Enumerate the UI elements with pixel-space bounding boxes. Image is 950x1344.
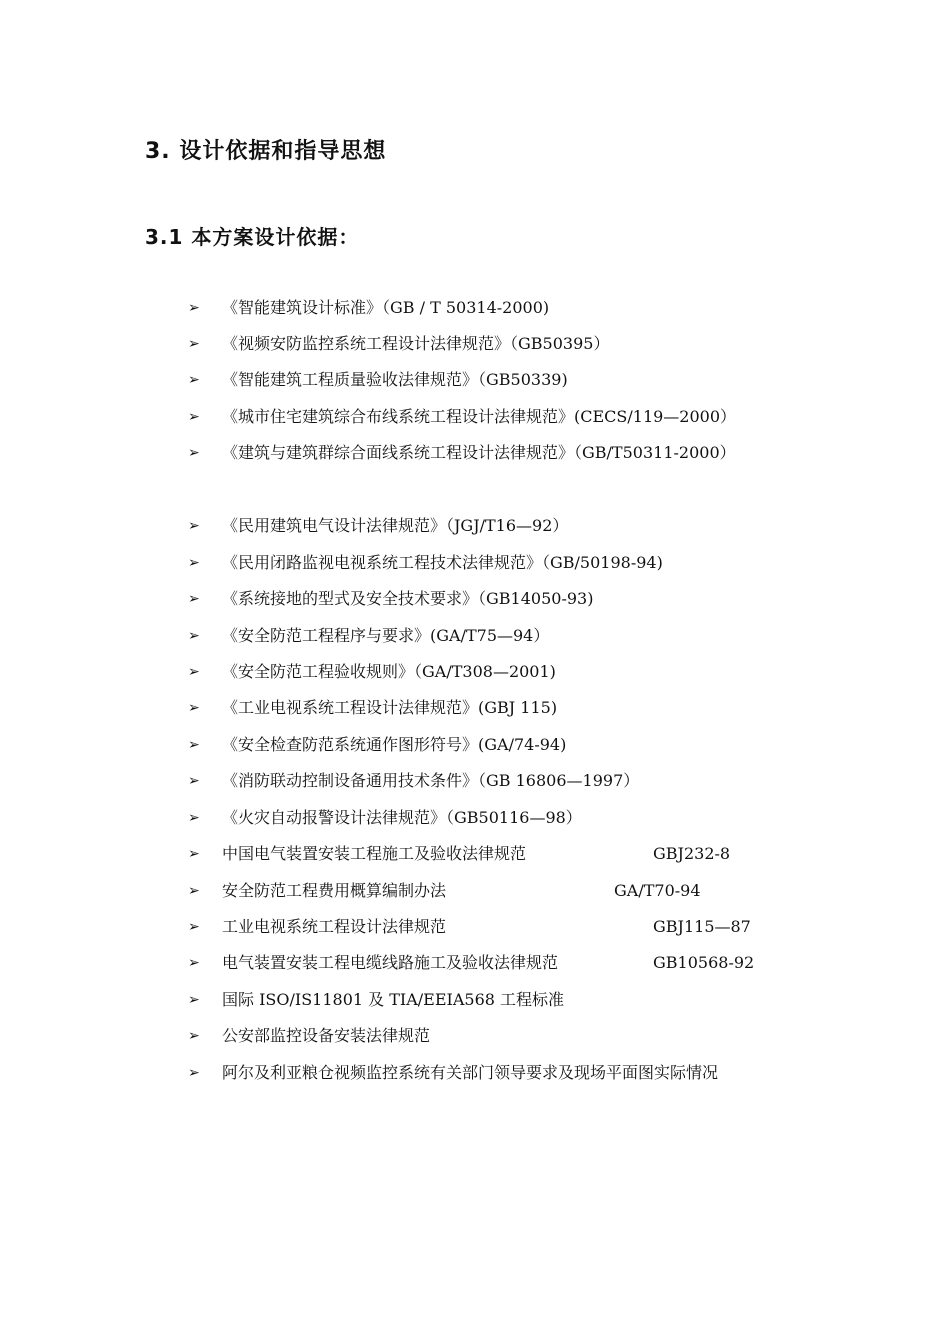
arrow-bullet-icon: ➢	[188, 773, 200, 789]
list-item-text: 《建筑与建筑群综合面线系统工程设计法律规范》（GB/T50311-2000）	[222, 443, 736, 462]
list-item-text: 国际 ISO/IS11801 及 TIA/EEIA568 工程标准	[222, 990, 565, 1009]
arrow-bullet-icon: ➢	[188, 737, 200, 753]
arrow-bullet-icon: ➢	[188, 591, 200, 607]
list-item	[188, 690, 813, 727]
list-item	[188, 618, 813, 655]
list-item	[188, 873, 813, 910]
arrow-bullet-icon: ➢	[188, 992, 200, 1008]
list-item	[188, 362, 813, 399]
arrow-bullet-icon: ➢	[188, 846, 200, 862]
list-item-text: 公安部监控设备安装法律规范	[222, 1026, 431, 1045]
subsection-title: 3.1 本方案设计依据：	[145, 225, 360, 249]
list-item-text: 《视频安防监控系统工程设计法律规范》（GB50395）	[222, 334, 610, 353]
arrow-bullet-icon: ➢	[188, 700, 200, 716]
arrow-bullet-icon: ➢	[188, 883, 200, 899]
standard-code: GB10568-92	[653, 953, 755, 972]
list-item	[188, 1055, 813, 1092]
standard-code: GBJ232-8	[653, 844, 731, 863]
list-item-text: 安全防范工程费用概算编制办法	[222, 881, 447, 900]
arrow-bullet-icon: ➢	[188, 336, 200, 352]
list-item-text: 《火灾自动报警设计法律规范》（GB50116—98）	[222, 808, 582, 827]
list-item	[188, 435, 813, 472]
list-item	[188, 1018, 813, 1055]
list-item	[188, 763, 813, 800]
list-item-text: 《系统接地的型式及安全技术要求》（GB14050-93)	[222, 589, 594, 608]
arrow-bullet-icon: ➢	[188, 409, 200, 425]
arrow-bullet-icon: ➢	[188, 300, 200, 316]
arrow-bullet-icon: ➢	[188, 955, 200, 971]
standard-code: GA/T70-94	[614, 881, 701, 900]
list-item	[188, 982, 813, 1019]
list-item	[188, 508, 813, 545]
list-item-text: 电气装置安装工程电缆线路施工及验收法律规范	[222, 953, 559, 972]
list-item-text: 《安全防范工程验收规则》（GA/T308—2001)	[222, 662, 556, 681]
list-item	[188, 945, 813, 982]
list-item-text: 《民用闭路监视电视系统工程技术法律规范》（GB/50198-94)	[222, 553, 663, 572]
arrow-bullet-icon: ➢	[188, 445, 200, 461]
list-item-text: 《城市住宅建筑综合布线系统工程设计法律规范》(CECS/119—2000）	[222, 407, 737, 426]
arrow-bullet-icon: ➢	[188, 664, 200, 680]
arrow-bullet-icon: ➢	[188, 628, 200, 644]
list-item	[188, 545, 813, 582]
section-title: 3. 设计依据和指导思想	[145, 139, 387, 164]
arrow-bullet-icon: ➢	[188, 1028, 200, 1044]
list-item	[188, 836, 813, 873]
list-item	[188, 654, 813, 691]
list-item-text: 《智能建筑设计标准》（GB / T 50314-2000)	[222, 298, 550, 317]
list-item-text: 阿尔及利亚粮仓视频监控系统有关部门领导要求及现场平面图实际情况	[222, 1063, 719, 1082]
list-item	[188, 290, 813, 327]
list-item	[188, 800, 813, 837]
arrow-bullet-icon: ➢	[188, 555, 200, 571]
arrow-bullet-icon: ➢	[188, 919, 200, 935]
standard-code: GBJ115—87	[653, 917, 751, 936]
list-item-text: 中国电气装置安装工程施工及验收法律规范	[222, 844, 527, 863]
list-item-text: 《民用建筑电气设计法律规范》（JGJ/T16—92）	[222, 516, 569, 535]
list-item-text: 《工业电视系统工程设计法律规范》(GBJ 115)	[222, 698, 558, 717]
list-item	[188, 399, 813, 436]
list-item	[188, 727, 813, 764]
arrow-bullet-icon: ➢	[188, 518, 200, 534]
list-item-text: 《消防联动控制设备通用技术条件》（GB 16806—1997）	[222, 771, 640, 790]
list-item	[188, 909, 813, 946]
arrow-bullet-icon: ➢	[188, 810, 200, 826]
list-item-text: 《安全防范工程程序与要求》(GA/T75—94）	[222, 626, 550, 645]
list-item-text: 《智能建筑工程质量验收法律规范》（GB50339)	[222, 370, 568, 389]
list-item	[188, 326, 813, 363]
list-item-text: 《安全检查防范系统通作图形符号》(GA/74-94)	[222, 735, 567, 754]
arrow-bullet-icon: ➢	[188, 372, 200, 388]
list-item-text: 工业电视系统工程设计法律规范	[222, 917, 447, 936]
list-item	[188, 581, 813, 618]
arrow-bullet-icon: ➢	[188, 1065, 200, 1081]
